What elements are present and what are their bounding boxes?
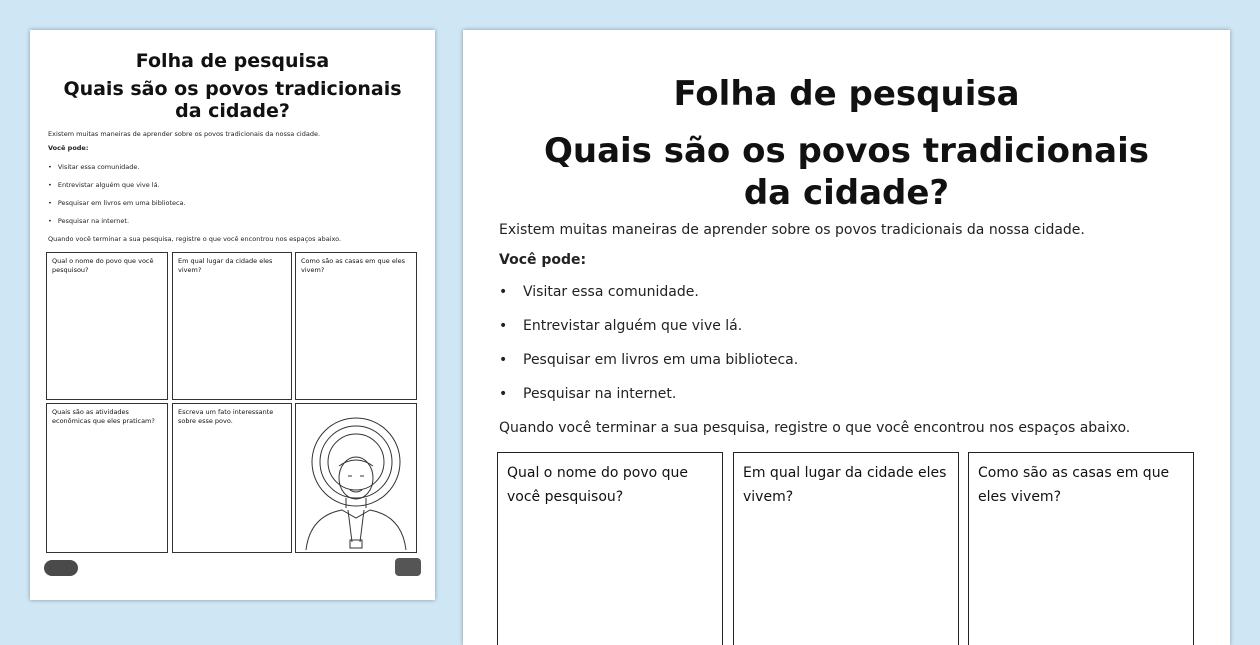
answer-box-people-name[interactable]: Qual o nome do povo que você pesquisou? [46,252,168,400]
instruction-text: Quando você terminar a sua pesquisa, registre o que você encontrou nos espaços abaixo. [499,420,1131,436]
publisher-badge-icon [395,558,421,576]
answer-box-houses[interactable]: Como são as casas em que eles vivem? [295,252,417,400]
indigenous-person-illustration-icon [296,404,416,552]
bullet-item [499,284,699,300]
you-can-label: Você pode: [499,252,587,268]
bullet-item: • Visitar essa comunidade. [48,163,139,171]
answer-box-houses[interactable]: Como são as casas em que eles vivem? [968,452,1194,645]
instruction-text: Quando você terminar a sua pesquisa, registre o que você encontrou nos espaços abaixo. [48,235,342,243]
page-subtitle [30,78,435,122]
publisher-logo-icon [44,560,78,576]
worksheet-page [463,30,1230,645]
bullet-item [499,318,742,334]
bullet-item [499,386,676,402]
bullet-icon: • [499,386,508,402]
page-title: Folha de pesquisa [673,74,1020,114]
answer-box-people-name[interactable]: Qual o nome do povo que você pesquisou? [497,452,723,645]
intro-text: Existem muitas maneiras de aprender sobre os povos tradicionais da nossa cidade. [499,222,1085,238]
bullet-icon: • [499,318,508,334]
bullet-item: • Pesquisar em livros em uma biblioteca. [48,199,186,207]
bullet-text: Pesquisar em livros em uma biblioteca. [523,352,799,368]
bullet-item [499,352,798,368]
answer-box-location[interactable]: Em qual lugar da cidade eles vivem? [172,252,292,400]
bullet-text: Entrevistar alguém que vive lá. [523,318,743,334]
bullet-text: Pesquisar na internet. [523,386,677,402]
subtitle-line-1: Quais são os povos tradicionais [63,78,402,100]
subtitle-line-2: da cidade? [175,100,290,122]
illustration-box [295,403,417,553]
worksheet-thumbnail [30,30,435,600]
answer-box-interesting-fact[interactable]: Escreva um fato interessante sobre esse povo. [172,403,292,553]
answer-box-location[interactable]: Em qual lugar da cidade eles vivem? [733,452,959,645]
answer-box-economic-activities[interactable]: Quais são as atividades econômicas que eles praticam? [46,403,168,553]
subtitle-line-2: da cidade? [743,173,950,213]
intro-text: Existem muitas maneiras de aprender sobre os povos tradicionais da nossa cidade. [48,130,321,138]
subtitle-line-1: Quais são os povos tradicionais [543,131,1150,171]
page-subtitle [463,130,1230,214]
page-title: Folha de pesquisa [135,50,330,72]
bullet-text: Visitar essa comunidade. [523,284,699,300]
bullet-item: • Entrevistar alguém que vive lá. [48,181,160,189]
bullet-icon: • [499,284,508,300]
bullet-item: • Pesquisar na internet. [48,217,129,225]
you-can-label: Você pode: [48,144,89,152]
bullet-icon: • [499,352,508,368]
